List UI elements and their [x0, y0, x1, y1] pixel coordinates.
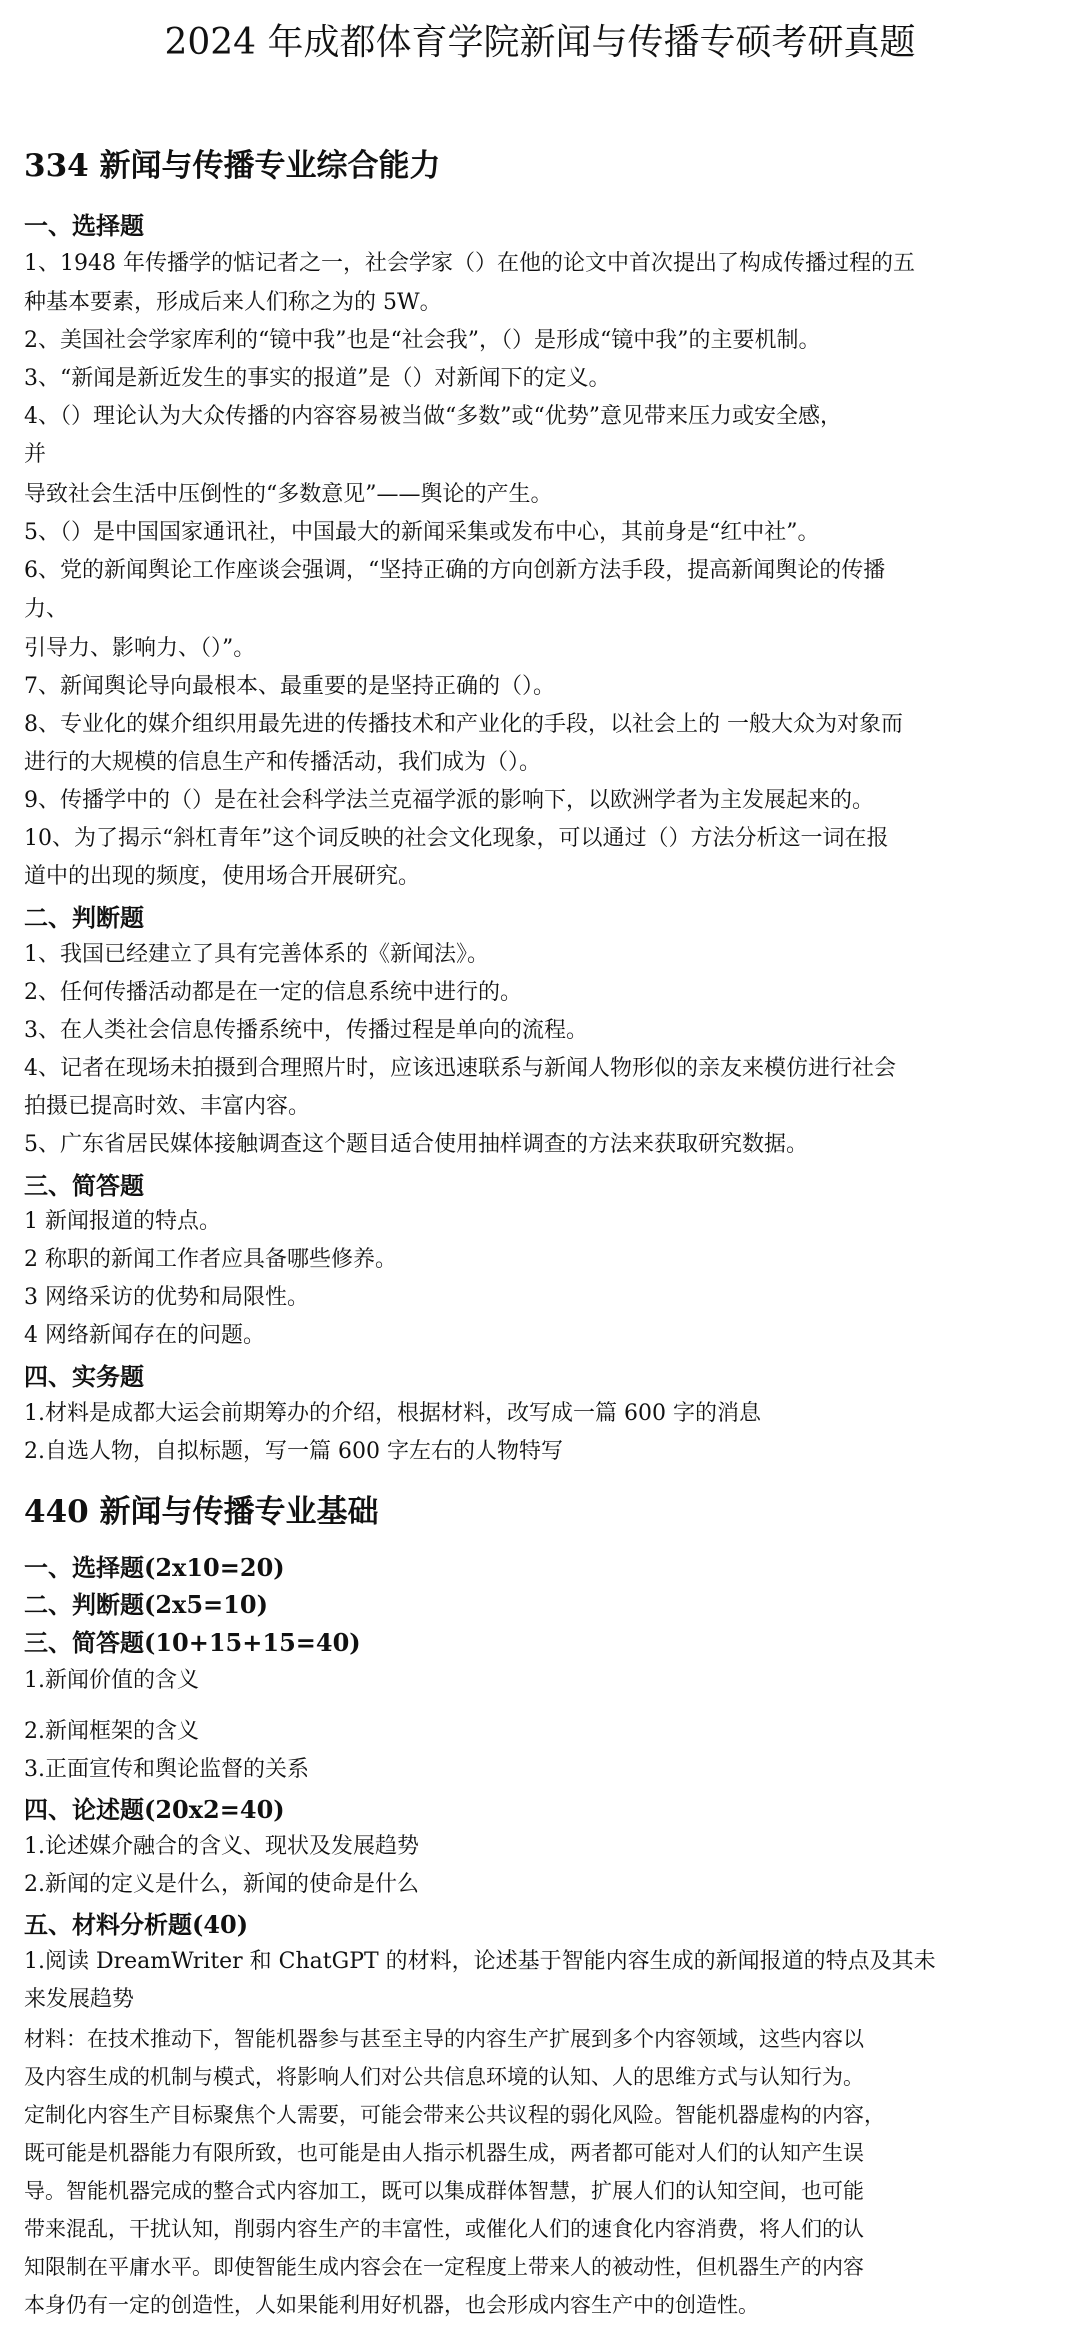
question-line: 3.正面宣传和舆论监督的关系: [24, 1757, 309, 1782]
question-line: 7、新闻舆论导向最根本、最重要的是坚持正确的（）。: [24, 674, 555, 699]
question-line: 1、1948 年传播学的惦记者之一，社会学家（）在他的论文中首次提出了构成传播过程的五: [24, 251, 915, 276]
question-line: 导致社会生活中压倒性的“多数意见”——舆论的产生。: [24, 482, 553, 507]
question-line: 4 网络新闻存在的问题。: [24, 1323, 265, 1348]
material-line: 导。智能机器完成的整合式内容加工，既可以集成群体智慧，扩展人们的认知空间，也可能: [24, 2179, 864, 2203]
subsection-heading-practice: 四、实务题: [24, 1362, 144, 1391]
subsection-heading-short: 三、简答题(10+15+15=40): [24, 1628, 361, 1657]
question-line: 3 网络采访的优势和局限性。: [24, 1285, 309, 1310]
question-line: 1.材料是成都大运会前期筹办的介绍，根据材料，改写成一篇 600 字的消息: [24, 1401, 761, 1426]
question-line: 种基本要素，形成后来人们称之为的 5W。: [24, 290, 442, 315]
material-line: 知限制在平庸水平。即使智能生成内容会在一定程度上带来人的被动性，但机器生产的内容: [24, 2255, 864, 2279]
question-line: 10、为了揭示“斜杠青年”这个词反映的社会文化现象，可以通过（）方法分析这一词在报: [24, 826, 889, 851]
question-line: 5、（）是中国国家通讯社，中国最大的新闻采集或发布中心，其前身是“红中社”。: [24, 520, 820, 545]
question-line: 2、美国社会学家库利的“镜中我”也是“社会我”，（）是形成“镜中我”的主要机制。: [24, 328, 821, 353]
question-line: 1.论述媒介融合的含义、现状及发展趋势: [24, 1834, 419, 1859]
question-line: 5、广东省居民媒体接触调查这个题目适合使用抽样调查的方法来获取研究数据。: [24, 1132, 808, 1157]
question-line: 3、在人类社会信息传播系统中，传播过程是单向的流程。: [24, 1018, 588, 1043]
question-line: 道中的出现的频度，使用场合开展研究。: [24, 864, 421, 889]
subsection-heading-judge: 二、判断题(2x5=10): [24, 1590, 268, 1619]
question-line: 力、: [24, 597, 69, 622]
question-line: 引导力、影响力、（）”。: [24, 636, 256, 661]
question-line: 并: [24, 442, 47, 467]
section-heading-440: 440 新闻与传播专业基础: [24, 1494, 379, 1530]
question-line: 2、任何传播活动都是在一定的信息系统中进行的。: [24, 980, 522, 1005]
question-line: 来发展趋势: [24, 1987, 135, 2012]
material-line: 定制化内容生产目标聚焦个人需要，可能会带来公共议程的弱化风险。智能机器虚构的内容，: [24, 2103, 885, 2127]
question-line: 6、党的新闻舆论工作座谈会强调，“坚持正确的方向创新方法手段，提高新闻舆论的传播: [24, 558, 886, 583]
subsection-heading-choice: 一、选择题: [24, 211, 144, 240]
material-line: 本身仍有一定的创造性，人如果能利用好机器，也会形成内容生产中的创造性。: [24, 2293, 759, 2317]
material-line: 材料：在技术推动下，智能机器参与甚至主导的内容生产扩展到多个内容领域，这些内容以: [24, 2027, 864, 2051]
question-line: 4、记者在现场未拍摄到合理照片时，应该迅速联系与新闻人物形似的亲友来模仿进行社会: [24, 1056, 897, 1081]
question-line: 2.新闻的定义是什么，新闻的使命是什么: [24, 1872, 419, 1897]
question-line: 9、传播学中的（）是在社会科学法兰克福学派的影响下，以欧洲学者为主发展起来的。: [24, 788, 874, 813]
question-line: 1.新闻价值的含义: [24, 1668, 199, 1693]
question-line: 4、（）理论认为大众传播的内容容易被当做“多数”或“优势”意见带来压力或安全感，: [24, 404, 842, 429]
question-line: 1、我国已经建立了具有完善体系的《新闻法》。: [24, 942, 489, 967]
subsection-heading-material: 五、材料分析题(40): [24, 1910, 249, 1939]
question-line: 2 称职的新闻工作者应具备哪些修养。: [24, 1247, 397, 1272]
subsection-heading-short: 三、简答题: [24, 1171, 144, 1200]
document-title: 2024 年成都体育学院新闻与传播专硕考研真题: [164, 22, 916, 63]
question-line: 进行的大规模的信息生产和传播活动，我们成为（）。: [24, 750, 542, 775]
material-line: 带来混乱，干扰认知，削弱内容生产的丰富性，或催化人们的速食化内容消费，将人们的认: [24, 2217, 864, 2241]
subsection-heading-judge: 二、判断题: [24, 903, 144, 932]
material-line: 及内容生成的机制与模式，将影响人们对公共信息环境的认知、人的思维方式与认知行为。: [24, 2065, 864, 2089]
subsection-heading-choice: 一、选择题(2x10=20): [24, 1553, 285, 1582]
question-line: 3、“新闻是新近发生的事实的报道”是（）对新闻下的定义。: [24, 366, 611, 391]
question-line: 8、专业化的媒介组织用最先进的传播技术和产业化的手段，以社会上的 一般大众为对象而: [24, 712, 903, 737]
question-line: 1.阅读 DreamWriter 和 ChatGPT 的材料，论述基于智能内容生成的新闻报道的特点及其未: [24, 1949, 936, 1974]
question-line: 1 新闻报道的特点。: [24, 1209, 221, 1234]
question-line: 拍摄已提高时效、丰富内容。: [24, 1094, 311, 1119]
material-line: 既可能是机器能力有限所致，也可能是由人指示机器生成，两者都可能对人们的认知产生误: [24, 2141, 864, 2165]
subsection-heading-essay: 四、论述题(20x2=40): [24, 1795, 285, 1824]
question-line: 2.新闻框架的含义: [24, 1719, 199, 1744]
question-line: 2.自选人物，自拟标题，写一篇 600 字左右的人物特写: [24, 1439, 563, 1464]
section-heading-334: 334 新闻与传播专业综合能力: [24, 148, 441, 184]
